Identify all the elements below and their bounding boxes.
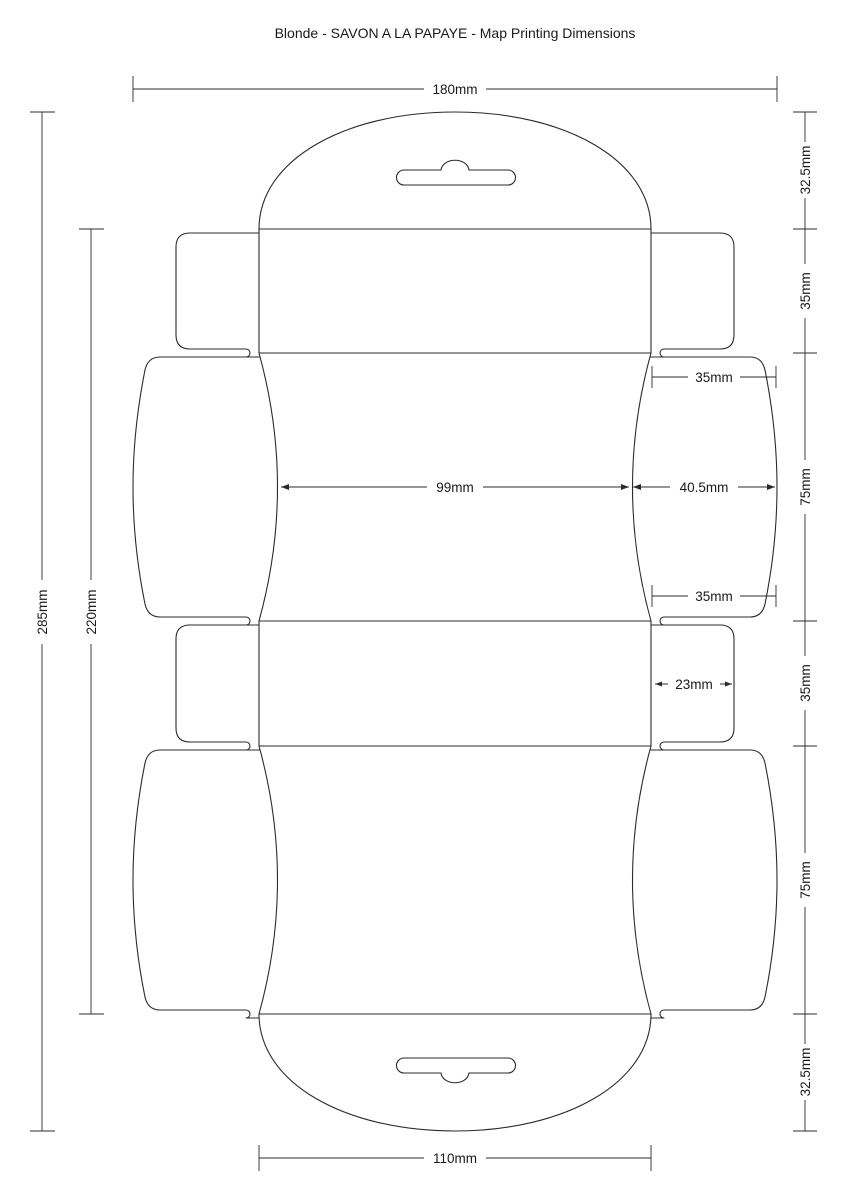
panel-curve-left-2 (259, 746, 278, 1014)
label-top-width: 180mm (432, 82, 478, 97)
tuck-tab-left-1 (176, 233, 259, 357)
label-flap-inset-top: 35mm (695, 370, 733, 385)
tuck-tab-right-1 (651, 233, 734, 357)
label-panel-width: 99mm (436, 480, 474, 495)
label-side-flap-width: 40.5mm (679, 480, 729, 495)
top-hang-hole (397, 160, 516, 185)
panel-curve-right-2 (633, 746, 652, 1014)
label-inner-height: 220mm (84, 589, 99, 635)
label-segment-panel-2: 75mm (798, 861, 813, 899)
box-dieline (133, 112, 777, 1131)
bottom-hang-hole (397, 1058, 516, 1083)
label-flap-inset-bottom: 35mm (695, 589, 733, 604)
top-hanger-flap (259, 112, 651, 229)
label-segment-panel-1: 75mm (798, 468, 813, 506)
side-flap-right-2 (651, 750, 777, 1018)
label-segment-tab-1: 35mm (798, 272, 813, 310)
side-flap-left-1 (133, 357, 259, 625)
side-flap-left-2 (133, 750, 259, 1018)
label-bottom-width: 110mm (432, 1151, 478, 1166)
label-segment-bottom-flap: 32.5mm (798, 1047, 813, 1097)
tuck-tab-left-2 (176, 625, 259, 750)
bottom-hanger-flap (259, 1014, 651, 1131)
diagram-title: Blonde - SAVON A LA PAPAYE - Map Printing Dimensions (274, 25, 636, 41)
label-segment-tab-2: 35mm (798, 664, 813, 702)
dimension-annotations (30, 76, 817, 1171)
label-segment-top-flap: 32.5mm (798, 145, 813, 195)
panel-curve-left-1 (259, 353, 278, 621)
label-total-height: 285mm (35, 589, 50, 635)
label-tuck-tab-width: 23mm (675, 677, 713, 692)
